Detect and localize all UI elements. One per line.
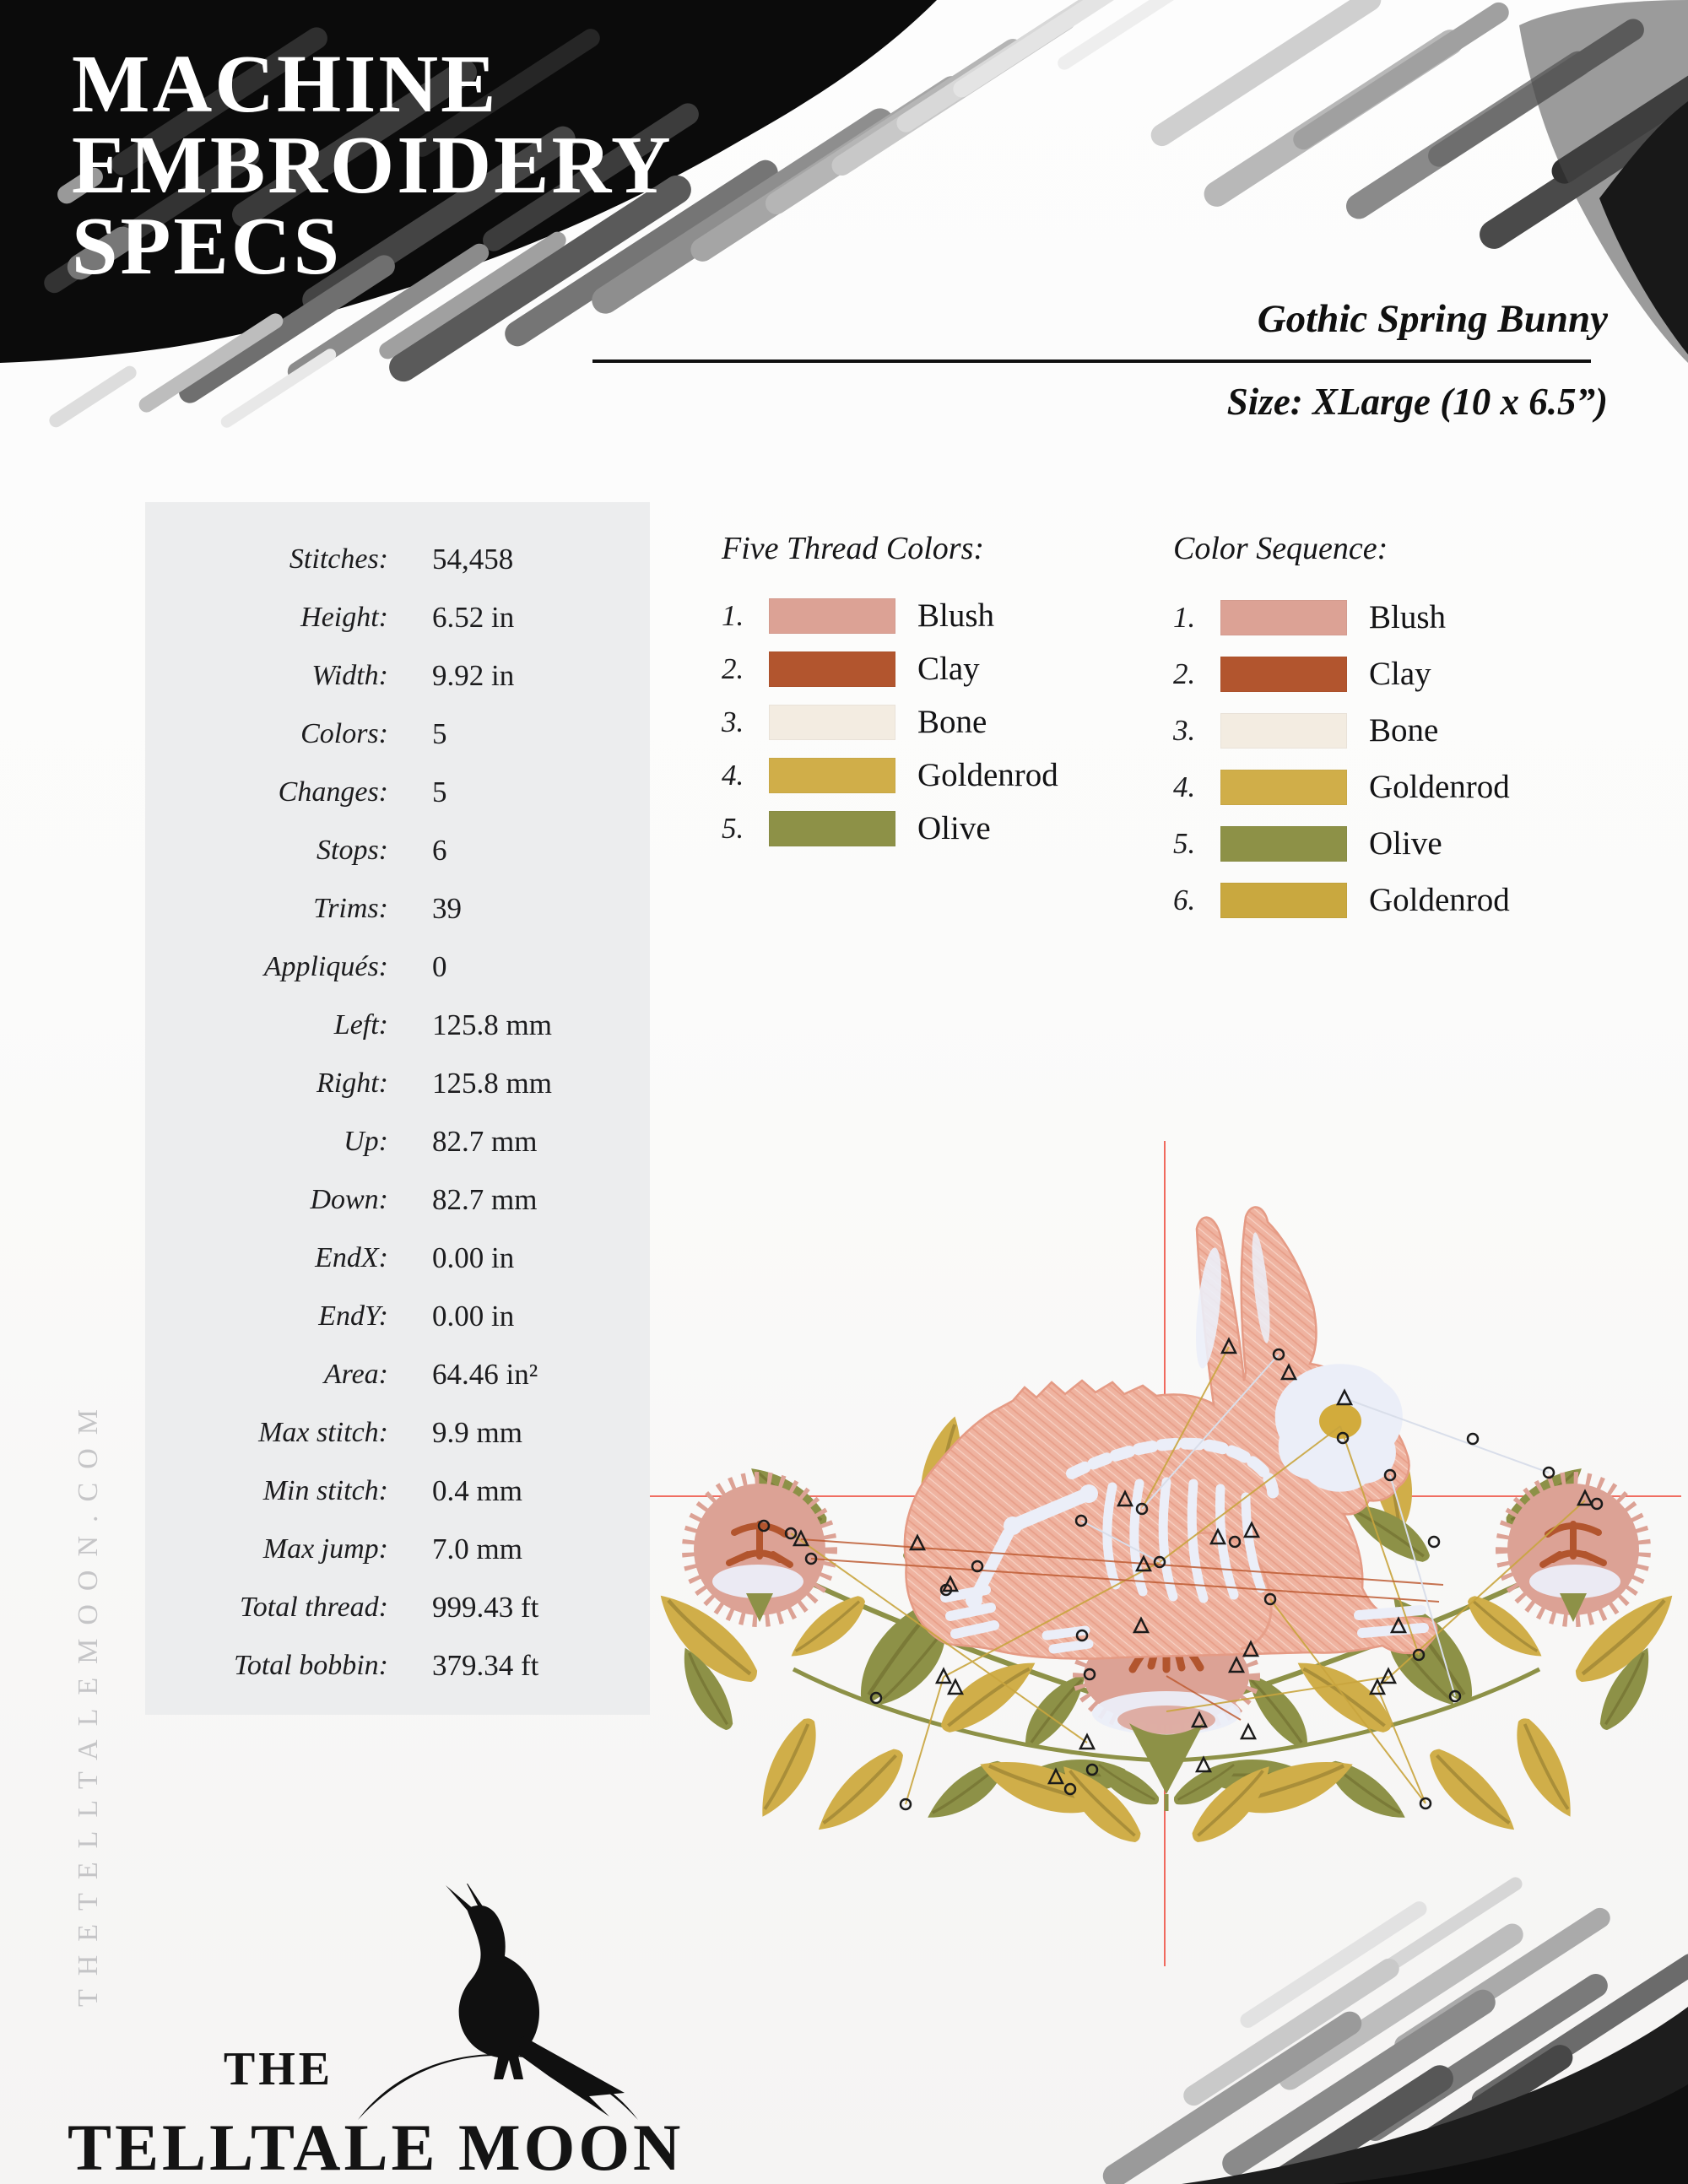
- page-title-line: EMBROIDERY: [72, 120, 674, 211]
- page-title-line: SPECS: [72, 201, 343, 292]
- spec-value: 0.4 mm: [432, 1473, 522, 1507]
- thread-color-swatch: [769, 651, 895, 687]
- color-sequence-name: Bone: [1369, 712, 1439, 749]
- color-sequence-swatch: [1220, 826, 1347, 862]
- thread-color-number: 1.: [722, 598, 744, 632]
- spec-label: Stitches:: [289, 543, 388, 575]
- spec-row: [145, 938, 650, 996]
- spec-label: Colors:: [300, 717, 388, 749]
- spec-label: Down:: [310, 1183, 388, 1215]
- spec-value: 0: [432, 949, 447, 983]
- spec-row: [145, 1462, 650, 1520]
- logo-text-the: THE: [223, 2043, 334, 2095]
- spec-label: Trims:: [313, 892, 388, 924]
- thread-color-name: Olive: [917, 810, 991, 846]
- thread-colors-title: Five Thread Colors:: [722, 531, 985, 566]
- spec-label: Stops:: [316, 834, 388, 866]
- spec-value: 999.43 ft: [432, 1590, 539, 1624]
- spec-value: 54,458: [432, 542, 514, 576]
- spec-value: 0.00 in: [432, 1241, 515, 1274]
- specs-panel: [145, 502, 650, 1715]
- spec-label: Right:: [316, 1067, 388, 1099]
- thread-color-row: [722, 695, 1058, 749]
- spec-row: [145, 821, 650, 879]
- spec-row: [145, 705, 650, 763]
- color-sequence-row: [1173, 759, 1510, 815]
- spec-row: [145, 1054, 650, 1112]
- thread-color-swatch: [769, 811, 895, 846]
- spec-value: 9.92 in: [432, 658, 515, 692]
- spec-value: 64.46 in²: [432, 1357, 538, 1391]
- thread-color-name: Bone: [917, 704, 987, 740]
- corner-brush-artwork: [1080, 1830, 1688, 2184]
- color-sequence-name: Goldenrod: [1369, 769, 1510, 805]
- color-sequence-row: [1173, 815, 1510, 872]
- color-sequence-section: [1173, 530, 1510, 928]
- spec-label: Appliqués:: [263, 950, 388, 982]
- page-title-line: MACHINE: [72, 39, 499, 130]
- spec-row: [145, 1229, 650, 1287]
- spec-row: [145, 1520, 650, 1578]
- logo-text-telltale-moon: TELLTALE MOON: [68, 2111, 684, 2184]
- color-sequence-name: Clay: [1369, 656, 1431, 692]
- spec-label: Min stitch:: [262, 1474, 388, 1506]
- thread-color-number: 2.: [722, 651, 744, 685]
- spec-value: 125.8 mm: [432, 1066, 552, 1100]
- color-sequence-swatch: [1220, 713, 1347, 749]
- website-url-vertical: THETELLTALEMOON.COM: [73, 1395, 104, 2008]
- spec-value: 6: [432, 833, 447, 867]
- thread-color-row: [722, 642, 1058, 695]
- color-sequence-swatch: [1220, 883, 1347, 918]
- spec-value: 6.52 in: [432, 600, 515, 634]
- spec-row: [145, 996, 650, 1054]
- thread-color-number: 4.: [722, 758, 744, 792]
- spec-label: Changes:: [278, 776, 388, 808]
- page-title: [72, 39, 674, 292]
- logo-artwork: [346, 1884, 650, 2137]
- spec-row: [145, 646, 650, 705]
- design-header: [570, 297, 1608, 424]
- skeleton-bunny: [905, 1208, 1436, 1659]
- color-sequence-swatch: [1220, 770, 1347, 805]
- spec-row: [145, 763, 650, 821]
- spec-label: EndY:: [318, 1300, 388, 1332]
- spec-row: [145, 1112, 650, 1170]
- spec-value: 0.00 in: [432, 1299, 515, 1333]
- color-sequence-name: Olive: [1369, 825, 1442, 862]
- spec-row: [145, 1345, 650, 1403]
- thread-color-swatch: [769, 598, 895, 634]
- color-sequence-row: [1173, 872, 1510, 928]
- spec-row: [145, 1578, 650, 1636]
- spec-value: 82.7 mm: [432, 1182, 538, 1216]
- thread-color-swatch: [769, 758, 895, 793]
- thread-color-swatch: [769, 705, 895, 740]
- brush-strokes: [1098, 1874, 1688, 2184]
- color-sequence-row: [1173, 589, 1510, 646]
- spec-row: [145, 588, 650, 646]
- thread-color-row: [722, 749, 1058, 802]
- color-sequence-name: Blush: [1369, 599, 1447, 635]
- thread-color-number: 5.: [722, 811, 744, 845]
- spec-value: 5: [432, 775, 447, 808]
- thread-color-name: Goldenrod: [917, 757, 1058, 793]
- header-rule: [592, 359, 1591, 363]
- color-sequence-swatch: [1220, 657, 1347, 692]
- spec-label: Total bobbin:: [234, 1649, 388, 1681]
- spec-row: [145, 1287, 650, 1345]
- thread-colors-list: [722, 589, 1058, 855]
- thread-color-name: Clay: [917, 651, 980, 687]
- color-sequence-name: Goldenrod: [1369, 882, 1510, 918]
- spec-label: Left:: [333, 1008, 388, 1041]
- spec-label: Max stitch:: [258, 1416, 388, 1448]
- color-sequence-title: Color Sequence:: [1173, 531, 1388, 566]
- spec-value: 125.8 mm: [432, 1008, 552, 1041]
- spec-value: 5: [432, 716, 447, 750]
- spec-label: Area:: [323, 1358, 388, 1390]
- crow-icon: [446, 1884, 625, 2116]
- spec-label: Height:: [300, 601, 388, 633]
- color-sequence-row: [1173, 702, 1510, 759]
- spec-label: Max jump:: [262, 1533, 388, 1565]
- color-sequence-number: 1.: [1173, 600, 1196, 634]
- spec-row: [145, 1170, 650, 1229]
- spec-label: Up:: [344, 1125, 388, 1157]
- spec-row: [145, 530, 650, 588]
- thread-color-name: Blush: [917, 597, 995, 634]
- color-sequence-number: 4.: [1173, 770, 1196, 803]
- color-sequence-list: [1173, 589, 1510, 928]
- spec-value: 9.9 mm: [432, 1415, 522, 1449]
- color-sequence-swatch: [1220, 600, 1347, 635]
- spec-label: Width:: [311, 659, 388, 691]
- color-sequence-number: 6.: [1173, 883, 1196, 916]
- color-sequence-number: 2.: [1173, 657, 1196, 690]
- spec-label: EndX:: [315, 1241, 388, 1273]
- thread-color-row: [722, 589, 1058, 642]
- spec-value: 379.34 ft: [432, 1648, 539, 1682]
- thread-color-number: 3.: [722, 705, 744, 738]
- thread-colors-section: [722, 530, 1058, 855]
- spec-value: 39: [432, 891, 462, 925]
- spec-value: 82.7 mm: [432, 1124, 538, 1158]
- spec-label: Total thread:: [239, 1591, 388, 1623]
- design-name: Gothic Spring Bunny: [1257, 297, 1608, 341]
- spec-row: [145, 879, 650, 938]
- spec-row: [145, 1403, 650, 1462]
- color-sequence-number: 5.: [1173, 826, 1196, 860]
- spec-row: [145, 1636, 650, 1695]
- design-size: Size: XLarge (10 x 6.5”): [1226, 381, 1608, 423]
- color-sequence-row: [1173, 646, 1510, 702]
- thread-color-row: [722, 802, 1058, 855]
- color-sequence-number: 3.: [1173, 713, 1196, 747]
- spec-value: 7.0 mm: [432, 1532, 522, 1565]
